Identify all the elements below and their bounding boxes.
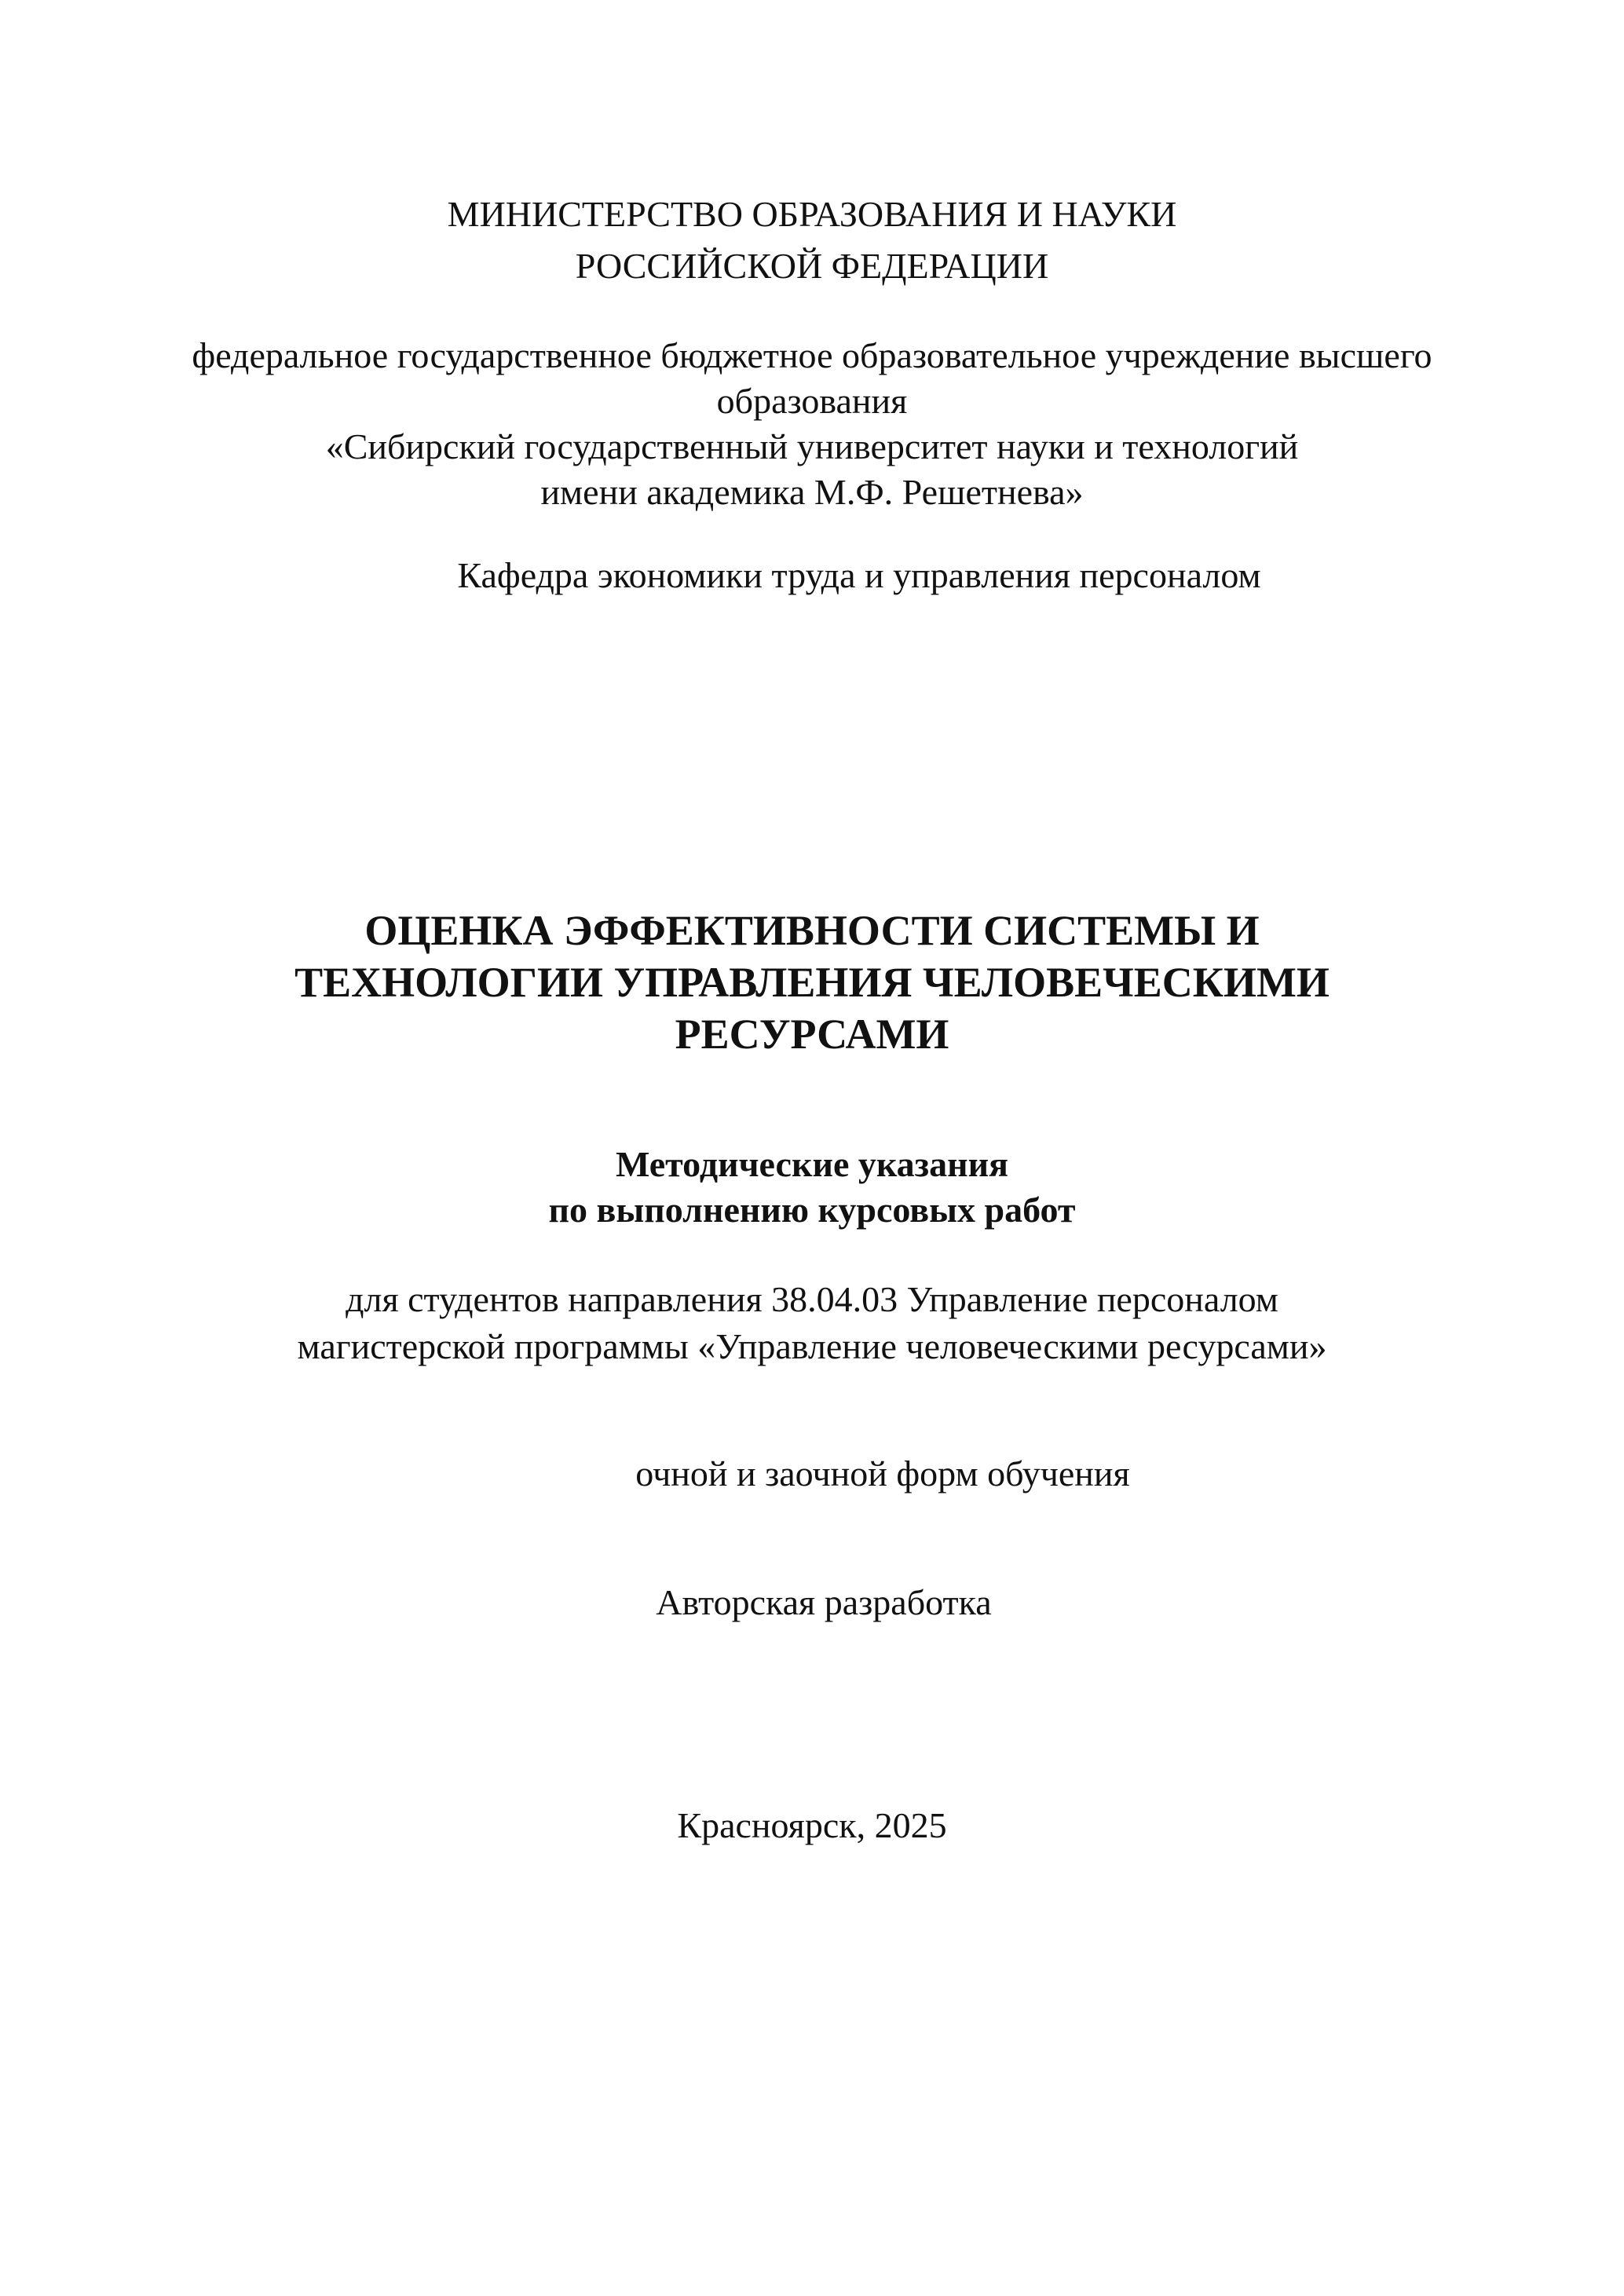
study-form: очной и заочной форм обучения bbox=[635, 1453, 1130, 1493]
authorship: Авторская разработка bbox=[656, 1582, 992, 1622]
department: Кафедра экономики труда и управления персоналом bbox=[457, 555, 1261, 595]
ministry-line-1: МИНИСТЕРСТВО ОБРАЗОВАНИЯ И НАУКИ bbox=[447, 194, 1177, 234]
audience-line-2: магистерской программы «Управление человеческими ресурсами» bbox=[297, 1326, 1327, 1366]
city-year: Красноярск, 2025 bbox=[677, 1805, 947, 1845]
document-title-line-1: ОЦЕНКА ЭФФЕКТИВНОСТИ СИСТЕМЫ И bbox=[364, 907, 1260, 954]
institution-line-1: федеральное государственное бюджетное образовательное учреждение высшего bbox=[192, 335, 1432, 375]
document-title-line-2: ТЕХНОЛОГИИ УПРАВЛЕНИЯ ЧЕЛОВЕЧЕСКИМИ bbox=[294, 959, 1330, 1006]
subtitle-line-2: по выполнению курсовых работ bbox=[548, 1190, 1076, 1230]
ministry-line-2: РОССИЙСКОЙ ФЕДЕРАЦИИ bbox=[575, 246, 1049, 286]
university-line-2: имени академика М.Ф. Решетнева» bbox=[540, 472, 1084, 512]
institution-line-2: образования bbox=[716, 381, 908, 421]
document-title-line-3: РЕСУРСАМИ bbox=[675, 1011, 949, 1058]
subtitle-line-1: Методические указания bbox=[615, 1144, 1009, 1184]
university-line-1: «Сибирский государственный университет науки и технологий bbox=[325, 426, 1299, 466]
audience-line-1: для студентов направления 38.04.03 Управление персоналом bbox=[346, 1279, 1278, 1319]
